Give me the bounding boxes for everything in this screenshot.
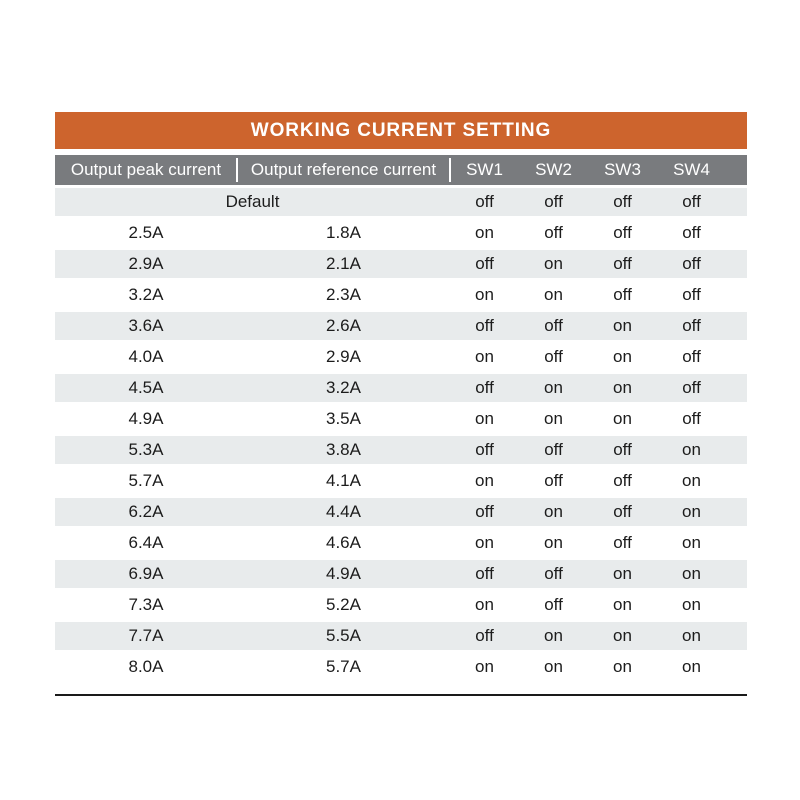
sw3-cell: off <box>613 440 632 459</box>
peak-current-cell: 4.5A <box>128 378 164 397</box>
row-spacer <box>726 312 747 340</box>
peak-current-cell: 5.3A <box>128 440 164 459</box>
sw2-cell: on <box>544 409 563 428</box>
table-row <box>55 219 747 247</box>
table-row <box>55 312 747 340</box>
sw3-cell: on <box>613 626 632 645</box>
sw4-cell: on <box>682 533 701 552</box>
table-row <box>55 498 747 526</box>
reference-current-cell: 2.1A <box>326 254 361 273</box>
peak-current-cell: 6.9A <box>128 564 164 583</box>
sw2-cell: on <box>544 533 563 552</box>
table-row <box>55 436 747 464</box>
peak-current-cell: 3.6A <box>128 316 164 335</box>
sw3-cell: off <box>613 285 632 304</box>
table-row <box>55 653 747 681</box>
column-header-sw2: SW2 <box>535 160 572 179</box>
sw2-cell: off <box>544 471 563 490</box>
sw2-cell: off <box>544 564 563 583</box>
sw1-cell: off <box>475 254 494 273</box>
peak-current-cell: 5.7A <box>128 471 164 490</box>
sw4-cell: off <box>682 285 701 304</box>
header-spacer <box>726 155 747 185</box>
peak-current-cell: 6.4A <box>128 533 164 552</box>
sw3-cell: off <box>613 502 632 521</box>
table-title-bar <box>55 112 747 149</box>
peak-current-cell: 7.3A <box>128 595 164 614</box>
reference-current-cell: 2.6A <box>326 316 361 335</box>
reference-current-cell: 3.8A <box>326 440 361 459</box>
sw1-cell: on <box>475 595 494 614</box>
sw1-cell: off <box>475 440 494 459</box>
row-spacer <box>726 591 747 619</box>
row-spacer <box>726 467 747 495</box>
sw4-cell: off <box>682 192 701 211</box>
sw2-cell: off <box>544 223 563 242</box>
column-header-sw3: SW3 <box>604 160 641 179</box>
row-spacer <box>726 188 747 216</box>
sw3-cell: on <box>613 595 632 614</box>
sw4-cell: on <box>682 657 701 676</box>
sw2-cell: on <box>544 657 563 676</box>
sw3-cell: off <box>613 471 632 490</box>
header-divider-2 <box>449 158 451 182</box>
sw1-cell: on <box>475 471 494 490</box>
sw4-cell: on <box>682 471 701 490</box>
sw4-cell: on <box>682 440 701 459</box>
sw1-cell: off <box>475 378 494 397</box>
sw2-cell: off <box>544 440 563 459</box>
reference-current-cell: 1.8A <box>326 223 361 242</box>
sw1-cell: on <box>475 223 494 242</box>
table-title: WORKING CURRENT SETTING <box>250 119 552 141</box>
peak-current-cell: 2.9A <box>128 254 164 273</box>
peak-current-cell: 2.5A <box>128 223 164 242</box>
column-header-sw1: SW1 <box>466 160 503 179</box>
reference-current-cell: 4.9A <box>326 564 361 583</box>
table-header-row <box>55 155 747 185</box>
sw2-cell: on <box>544 254 563 273</box>
reference-current-cell: 5.2A <box>326 595 361 614</box>
peak-current-cell: 6.2A <box>128 502 164 521</box>
sw1-cell: on <box>475 657 494 676</box>
peak-current-cell: 3.2A <box>128 285 164 304</box>
table-row <box>55 529 747 557</box>
table-body <box>55 219 747 681</box>
sw4-cell: off <box>682 316 701 335</box>
peak-current-cell: 4.0A <box>128 347 164 366</box>
sw3-cell: off <box>613 533 632 552</box>
reference-current-cell: 4.4A <box>326 502 361 521</box>
sw3-cell: off <box>613 223 632 242</box>
reference-current-cell: 3.2A <box>326 378 361 397</box>
sw3-cell: off <box>613 254 632 273</box>
working-current-setting-table <box>55 112 747 696</box>
table-row <box>55 374 747 402</box>
sw2-cell: off <box>544 192 563 211</box>
table-row <box>55 591 747 619</box>
sw4-cell: off <box>682 254 701 273</box>
row-spacer <box>726 622 747 650</box>
reference-current-cell: 5.7A <box>326 657 361 676</box>
sw3-cell: off <box>613 192 632 211</box>
table-row <box>55 281 747 309</box>
sw3-cell: on <box>613 409 632 428</box>
reference-current-cell: 5.5A <box>326 626 361 645</box>
column-header-output-reference-current: Output reference current <box>250 160 437 179</box>
reference-current-cell: 2.3A <box>326 285 361 304</box>
table-row <box>55 560 747 588</box>
sw1-cell: off <box>475 626 494 645</box>
sw2-cell: off <box>544 347 563 366</box>
sw3-cell: on <box>613 657 632 676</box>
sw4-cell: off <box>682 378 701 397</box>
row-spacer <box>726 436 747 464</box>
table-row <box>55 467 747 495</box>
sw4-cell: on <box>682 595 701 614</box>
sw3-cell: on <box>613 564 632 583</box>
sw4-cell: off <box>682 223 701 242</box>
peak-current-cell: 8.0A <box>128 657 164 676</box>
row-spacer <box>726 653 747 681</box>
sw4-cell: on <box>682 564 701 583</box>
reference-current-cell: 4.6A <box>326 533 361 552</box>
table-row-default <box>55 188 747 216</box>
table-row <box>55 622 747 650</box>
peak-current-cell: 7.7A <box>128 626 164 645</box>
sw4-cell: on <box>682 626 701 645</box>
sw1-cell: on <box>475 409 494 428</box>
row-spacer <box>726 250 747 278</box>
sw2-cell: on <box>544 285 563 304</box>
sw3-cell: on <box>613 347 632 366</box>
row-spacer <box>726 219 747 247</box>
sw4-cell: off <box>682 347 701 366</box>
peak-current-cell: 4.9A <box>128 409 164 428</box>
table-row <box>55 250 747 278</box>
row-spacer <box>726 374 747 402</box>
header-divider-1 <box>236 158 238 182</box>
sw3-cell: on <box>613 378 632 397</box>
table-row <box>55 343 747 371</box>
sw1-cell: on <box>475 285 494 304</box>
sw1-cell: off <box>475 564 494 583</box>
sw2-cell: off <box>544 595 563 614</box>
row-spacer <box>726 343 747 371</box>
sw2-cell: on <box>544 502 563 521</box>
sw4-cell: off <box>682 409 701 428</box>
column-header-sw4: SW4 <box>673 160 710 179</box>
reference-current-cell: 4.1A <box>326 471 361 490</box>
sw1-cell: on <box>475 347 494 366</box>
column-header-output-peak-current: Output peak current <box>70 160 222 179</box>
sw2-cell: off <box>544 316 563 335</box>
sw4-cell: on <box>682 502 701 521</box>
row-spacer <box>726 405 747 433</box>
sw1-cell: off <box>475 316 494 335</box>
reference-current-cell: 2.9A <box>326 347 361 366</box>
reference-current-cell: 3.5A <box>326 409 361 428</box>
table-bottom-rule <box>55 694 747 696</box>
row-spacer <box>726 560 747 588</box>
sw2-cell: on <box>544 378 563 397</box>
row-spacer <box>726 498 747 526</box>
sw1-cell: off <box>475 502 494 521</box>
row-spacer <box>726 529 747 557</box>
table-row <box>55 405 747 433</box>
row-spacer <box>726 281 747 309</box>
sw1-cell: on <box>475 533 494 552</box>
sw3-cell: on <box>613 316 632 335</box>
default-label-cell: Default <box>225 192 280 211</box>
sw2-cell: on <box>544 626 563 645</box>
sw1-cell: off <box>475 192 494 211</box>
